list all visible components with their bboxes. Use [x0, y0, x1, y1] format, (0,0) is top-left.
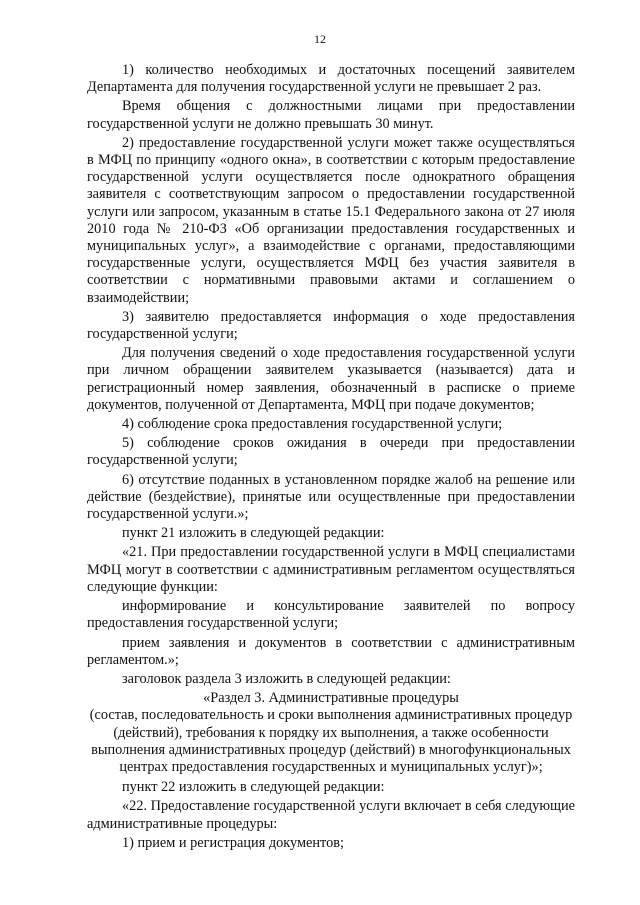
paragraph: заголовок раздела 3 изложить в следующей редакции:: [122, 670, 451, 687]
paragraph: 1) прием и регистрация документов;: [122, 834, 344, 851]
paragraph: пункт 22 изложить в следующей редакции:: [122, 779, 385, 796]
paragraph: 2) предоставление государственной услуги может также осуществляться в МФЦ по принципу «одного окна», в соответствии с которым предоставление государственной услуги осуществляется после однократного обращения заявителя с соответствующим запросом о предоставлении государственной услуги или запросом, указанным в статье 15.1 Федерального закона от 27 июля 2010 года № 210-ФЗ «Об организации предоставления государственных и муниципальных услуг», а взаимодействие с органами, предоставляющими государственные услуги, осуществляется МФЦ без участия заявителя в соответствии с нормативными правовыми актами и соглашением о взаимодействии;: [87, 134, 575, 306]
document-body: [87, 62, 575, 854]
paragraph: 4) соблюдение срока предоставления государственной услуги;: [122, 416, 503, 433]
paragraph: Для получения сведений о ходе предоставления государственной услуги при личном обращении заявителем указывается (называется) дата и регистрационный номер заявления, обозначенный в расписке о приеме документов, полученной от Департамента, МФЦ при подаче документов;: [87, 345, 575, 413]
paragraph: «21. При предоставлении государственной услуги в МФЦ специалистами МФЦ могут в соответствии с административным регламентом осуществляться следующие функции:: [87, 544, 575, 595]
page-number: 12: [314, 32, 326, 46]
paragraph: 5) соблюдение сроков ожидания в очереди при предоставлении государственной услуги;: [87, 435, 575, 469]
section-subheading: (состав, последовательность и сроки выполнения административных процедур (действий), требования к порядку их выполнения, а также особенности выполнения административных процедур (действий) в многофункциональных центрах предоставления государственных и муниципальных услуг)»;: [89, 707, 573, 775]
paragraph: «22. Предоставление государственной услуги включает в себя следующие административные процедуры:: [87, 798, 575, 832]
paragraph: 3) заявителю предоставляется информация о ходе предоставления государственной услуги;: [87, 308, 575, 343]
paragraph: пункт 21 изложить в следующей редакции:: [122, 525, 385, 542]
paragraph: Время общения с должностными лицами при предоставлении государственной услуги не должно превышать 30 минут.: [87, 98, 575, 132]
paragraph: 6) отсутствие поданных в установленном порядке жалоб на решение или действие (бездействие), принятые или осуществленные при предоставлении государственной услуги.»;: [87, 471, 575, 523]
paragraph: информирование и консультирование заявителей по вопросу предоставления государственной услуги;: [87, 598, 575, 632]
paragraph: 1) количество необходимых и достаточных посещений заявителем Департамента для получения государственной услуги не превышает 2 раз.: [87, 62, 575, 96]
section-heading: «Раздел 3. Административные процедуры: [203, 690, 459, 707]
paragraph: прием заявления и документов в соответствии с административным регламентом.»;: [87, 634, 575, 668]
